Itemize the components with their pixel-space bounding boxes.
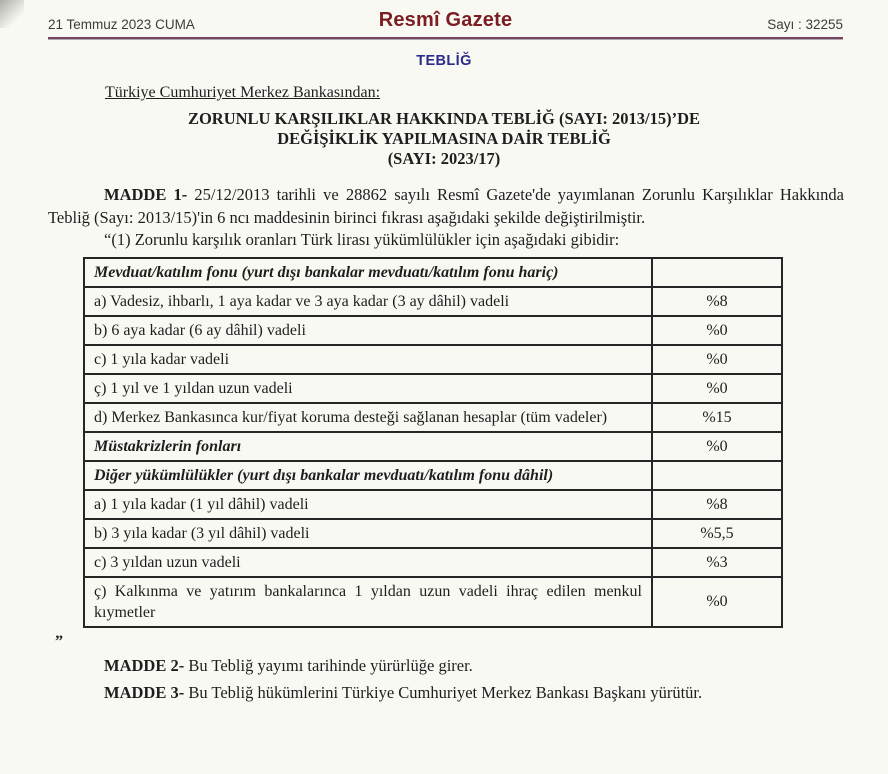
table-row <box>84 490 782 519</box>
article-1-label: MADDE 1- <box>104 185 188 204</box>
row-label: b) 3 yıla kadar (3 yıl dâhil) vadeli <box>84 519 652 548</box>
table-row <box>84 519 782 548</box>
table-row <box>84 548 782 577</box>
row-label: Mevduat/katılım fonu (yurt dışı bankalar mevduatı/katılım fonu hariç) <box>84 258 652 287</box>
table-row <box>84 577 782 627</box>
row-label: a) 1 yıla kadar (1 yıl dâhil) vadeli <box>84 490 652 519</box>
gazette-masthead: Resmî Gazete <box>378 9 513 31</box>
section-heading: TEBLİĞ <box>416 53 472 69</box>
header-rule <box>48 37 843 39</box>
gazette-date: 21 Temmuz 2023 CUMA <box>48 17 195 32</box>
notice-title <box>0 109 888 169</box>
row-label: ç) 1 yıl ve 1 yıldan uzun vadeli <box>84 374 652 403</box>
table-row <box>84 345 782 374</box>
row-label: c) 1 yıla kadar vadeli <box>84 345 652 374</box>
row-label: Diğer yükümlülükler (yurt dışı bankalar mevduatı/katılım fonu dâhil) <box>84 461 652 490</box>
row-label: d) Merkez Bankasınca kur/fiyat koruma desteği sağlanan hesaplar (tüm vadeler) <box>84 403 652 432</box>
closing-quote: ” <box>55 632 63 650</box>
article-2-paragraph <box>48 654 844 677</box>
row-label: b) 6 aya kadar (6 ay dâhil) vadeli <box>84 316 652 345</box>
table-row <box>84 258 782 287</box>
row-value: %8 <box>652 287 782 316</box>
row-value: %0 <box>652 374 782 403</box>
table-row <box>84 287 782 316</box>
notice-title-line1: ZORUNLU KARŞILIKLAR HAKKINDA TEBLİĞ (SAYI: 2013/15)’DE <box>187 109 701 128</box>
row-label: ç) Kalkınma ve yatırım bankalarınca 1 yıldan uzun vadeli ihraç edilen menkul kıymetler <box>84 577 652 627</box>
row-label: a) Vadesiz, ihbarlı, 1 aya kadar ve 3 aya kadar (3 ay dâhil) vadeli <box>84 287 652 316</box>
article-2-text: Bu Tebliğ yayımı tarihinde yürürlüğe girer. <box>184 655 473 675</box>
row-value: %0 <box>652 345 782 374</box>
row-value: %3 <box>652 548 782 577</box>
article-1-text: 25/12/2013 tarihli ve 28862 sayılı Resmî Gazete'de yayımlanan Zorunlu Karşılıklar Hakkında Tebliğ (Sayı: 2013/15)'in 6 ncı maddesinin birinci fıkrası aşağıdaki şekilde değiştirilmiştir. <box>48 185 844 227</box>
row-value: %0 <box>652 316 782 345</box>
row-value: %15 <box>652 403 782 432</box>
article-3-label: MADDE 3- <box>104 682 185 702</box>
clause-intro <box>48 229 844 252</box>
table-row <box>84 374 782 403</box>
table-row <box>84 403 782 432</box>
issue-number: Sayı : 32255 <box>767 17 843 32</box>
article-2-label: MADDE 2- <box>104 655 185 675</box>
row-label: c) 3 yıldan uzun vadeli <box>84 548 652 577</box>
row-value: %8 <box>652 490 782 519</box>
article-1-paragraph <box>48 184 844 229</box>
article-3-text: Bu Tebliğ hükümlerini Türkiye Cumhuriyet Merkez Bankası Başkanı yürütür. <box>184 682 703 702</box>
row-value <box>652 461 782 490</box>
row-value: %0 <box>652 432 782 461</box>
clause-intro-text: “(1) Zorunlu karşılık oranları Türk lirası yükümlülükler için aşağıdaki gibidir: <box>104 230 620 249</box>
issuing-authority: Türkiye Cumhuriyet Merkez Bankasından: <box>105 84 381 101</box>
row-value: %5,5 <box>652 519 782 548</box>
reserve-ratio-table <box>83 257 783 628</box>
table-row <box>84 316 782 345</box>
notice-title-line2: DEĞİŞİKLİK YAPILMASINA DAİR TEBLİĞ <box>277 129 611 148</box>
article-3-paragraph <box>48 681 844 704</box>
row-value: %0 <box>652 577 782 627</box>
table-row <box>84 461 782 490</box>
table-row <box>84 432 782 461</box>
row-label: Müstakrizlerin fonları <box>84 432 652 461</box>
masthead <box>0 0 888 32</box>
row-value <box>652 258 782 287</box>
notice-title-line3: (SAYI: 2023/17) <box>387 149 501 168</box>
